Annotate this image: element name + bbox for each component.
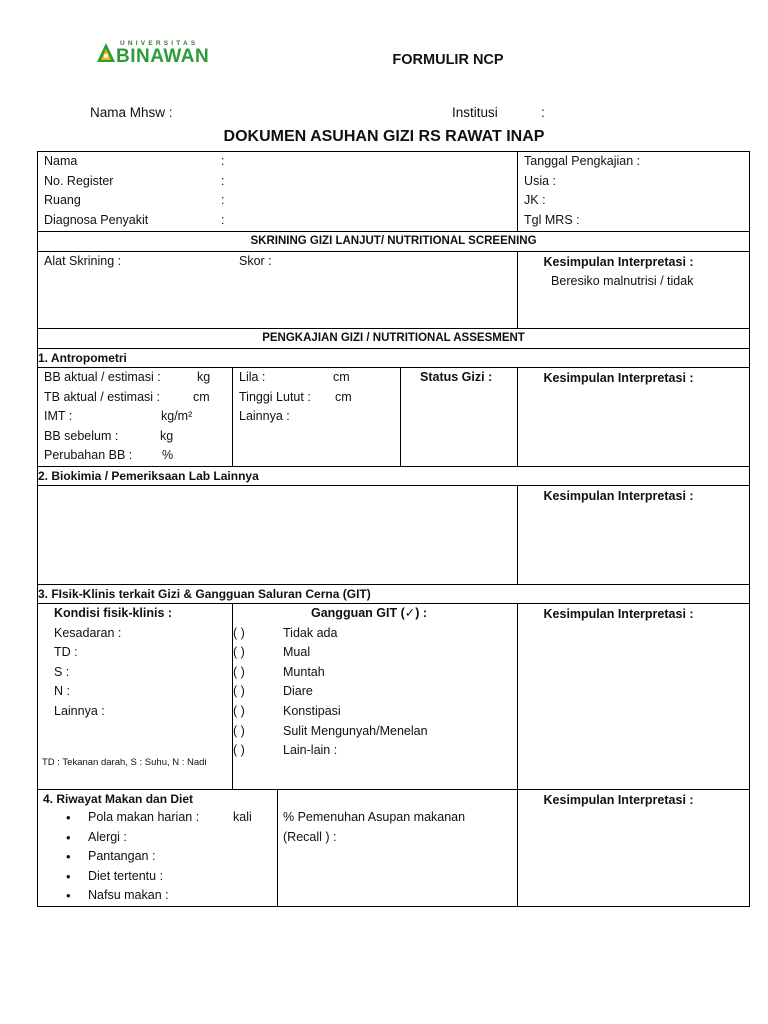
skor-label: Skor : <box>239 254 272 268</box>
antro-label: BB aktual / estimasi : <box>44 370 161 384</box>
kondisi-item: TD : <box>54 645 78 660</box>
kesimpulan-label: Kesimpulan Interpretasi : <box>543 606 694 621</box>
git-label: Tidak ada <box>283 625 338 640</box>
biokimia-left <box>38 485 518 584</box>
skrining-row <box>38 252 517 272</box>
antro-unit: kg/m² <box>161 409 193 424</box>
logo-top-text: UNIVERSITAS <box>120 40 199 47</box>
antro-unit: kg <box>160 428 174 443</box>
git-checkbox[interactable]: ( ) <box>233 723 245 738</box>
antro-label: Tinggi Lutut : <box>239 389 311 404</box>
antro-label: IMT : <box>44 409 73 424</box>
git-row <box>233 741 517 761</box>
form-table <box>37 151 750 907</box>
git-checkbox[interactable]: ( ) <box>233 743 245 758</box>
field-colon: : <box>221 212 225 227</box>
fisik-right <box>518 603 750 789</box>
list-item <box>66 886 277 906</box>
kesimpulan-label: Kesimpulan Interpretasi : <box>543 255 694 269</box>
institusi-label: Institusi <box>452 105 498 120</box>
fisik-note: TD : Tekanan darah, S : Suhu, N : Nadi <box>42 756 207 768</box>
identitas-row <box>38 172 517 192</box>
riwayat-item-label: Alergi : <box>88 829 127 844</box>
kondisi-item: S : <box>54 664 70 679</box>
kondisi-cell <box>38 603 233 789</box>
recall-label: (Recall ) : <box>283 829 337 844</box>
antro-row <box>233 407 400 427</box>
antro-row <box>38 427 232 447</box>
logo-name: BINAWAN <box>116 46 210 67</box>
riwayat-left <box>38 789 278 906</box>
antropometri-mid <box>233 368 401 467</box>
git-checkbox[interactable]: ( ) <box>233 664 245 679</box>
skrining-header: SKRINING GIZI LANJUT/ NUTRITIONAL SCREENING <box>38 232 750 252</box>
git-checkbox[interactable]: ( ) <box>233 684 245 699</box>
git-label: Muntah <box>283 664 325 679</box>
biokimia-title: 2. Biokimia / Pemeriksaan Lab Lainnya <box>38 466 750 485</box>
antro-unit: % <box>162 448 174 463</box>
git-row <box>233 702 517 722</box>
field-label: JK : <box>524 193 546 208</box>
form-title: FORMULIR NCP <box>392 52 504 68</box>
identitas-row <box>38 152 517 172</box>
spacer <box>278 790 517 808</box>
field-label: Tgl MRS : <box>524 212 580 227</box>
git-label: Konstipasi <box>283 703 341 718</box>
antro-label: Perubahan BB : <box>44 448 133 463</box>
riwayat-title: 4. Riwayat Makan dan Diet <box>43 791 194 806</box>
git-label: Mual <box>283 645 311 660</box>
pemenuhan-cell <box>278 789 518 906</box>
git-label: Lain-lain : <box>283 743 338 758</box>
field-colon: : <box>221 173 225 188</box>
riwayat-item-label: Pantangan : <box>88 849 156 864</box>
antro-row <box>38 388 232 408</box>
riwayat-item-label: Diet tertentu : <box>88 868 164 883</box>
nama-mhsw-label: Nama Mhsw : <box>90 105 173 120</box>
field-colon: : <box>221 154 225 168</box>
riwayat-item-label: Pola makan harian : <box>88 809 200 824</box>
antro-label: BB sebelum : <box>44 428 119 443</box>
kondisi-item: Lainnya : <box>54 703 105 718</box>
alat-skrining-label: Alat Skrining : <box>44 254 122 268</box>
field-colon: : <box>221 193 225 208</box>
riwayat-right <box>518 789 750 906</box>
git-label: Sulit Mengunyah/Menelan <box>283 723 428 738</box>
antro-row <box>233 368 400 388</box>
antro-label: TB aktual / estimasi : <box>44 389 161 404</box>
git-checkbox[interactable]: ( ) <box>233 703 245 718</box>
antro-unit: cm <box>193 389 210 404</box>
antro-row <box>38 446 232 466</box>
field-label: Usia : <box>524 173 556 188</box>
institusi-colon: : <box>541 105 545 120</box>
git-cell <box>233 603 518 789</box>
antro-label: Lainnya : <box>239 409 290 424</box>
list-item <box>66 808 277 828</box>
antro-unit: kg <box>197 370 211 384</box>
status-gizi-cell <box>401 368 518 467</box>
pengkajian-header: PENGKAJIAN GIZI / NUTRITIONAL ASSESMENT <box>38 329 750 349</box>
list-item <box>66 867 277 887</box>
skrining-left <box>38 252 518 329</box>
biokimia-right <box>518 485 750 584</box>
skrining-right <box>518 252 750 329</box>
document-title: DOKUMEN ASUHAN GIZI RS RAWAT INAP <box>223 128 545 145</box>
git-checkbox[interactable]: ( ) <box>233 625 245 640</box>
git-row <box>233 624 517 644</box>
riwayat-item-label: Nafsu makan : <box>88 888 169 903</box>
field-label: No. Register <box>44 173 114 188</box>
antro-unit: cm <box>335 389 352 404</box>
kondisi-item: Kesadaran : <box>54 625 122 640</box>
git-title: Gangguan GIT (✓) : <box>311 605 428 620</box>
antro-unit: cm <box>333 370 350 384</box>
field-label: Tanggal Pengkajian : <box>524 154 641 168</box>
status-gizi-label: Status Gizi : <box>420 370 493 384</box>
identitas-row <box>38 211 517 231</box>
antro-row <box>233 388 400 408</box>
identitas-right <box>518 152 750 232</box>
git-label: Diare <box>283 684 313 699</box>
identitas-left <box>38 152 518 232</box>
fisik-title: 3. FIsik-Klinis terkait Gizi & Gangguan Saluran Cerna (GIT) <box>38 584 750 603</box>
git-row <box>233 722 517 742</box>
git-row <box>233 682 517 702</box>
antro-label: Lila : <box>239 370 266 384</box>
field-label: Diagnosa Penyakit <box>44 212 149 227</box>
pemenuhan-label: % Pemenuhan Asupan makanan <box>283 809 466 824</box>
git-checkbox[interactable]: ( ) <box>233 645 245 660</box>
riwayat-list <box>38 808 277 906</box>
antropometri-title: 1. Antropometri <box>38 349 750 368</box>
list-item <box>66 847 277 867</box>
kondisi-title: Kondisi fisik-klinis : <box>54 605 173 620</box>
git-row <box>233 643 517 663</box>
kali-label: kali <box>233 809 252 824</box>
list-item <box>66 828 277 848</box>
kesimpulan-label: Kesimpulan Interpretasi : <box>543 792 694 807</box>
antropometri-left <box>38 368 233 467</box>
git-row <box>233 663 517 683</box>
kesimpulan-label: Kesimpulan Interpretasi : <box>543 371 694 385</box>
antropometri-right <box>518 368 750 467</box>
antro-row <box>38 407 232 427</box>
field-label: Nama <box>44 154 78 168</box>
kesimpulan-value: Beresiko malnutrisi / tidak <box>551 274 694 288</box>
kondisi-item: N : <box>54 684 70 699</box>
kesimpulan-label: Kesimpulan Interpretasi : <box>543 488 694 503</box>
field-label: Ruang <box>44 193 81 208</box>
antro-row <box>38 368 232 388</box>
identitas-row <box>38 191 517 211</box>
